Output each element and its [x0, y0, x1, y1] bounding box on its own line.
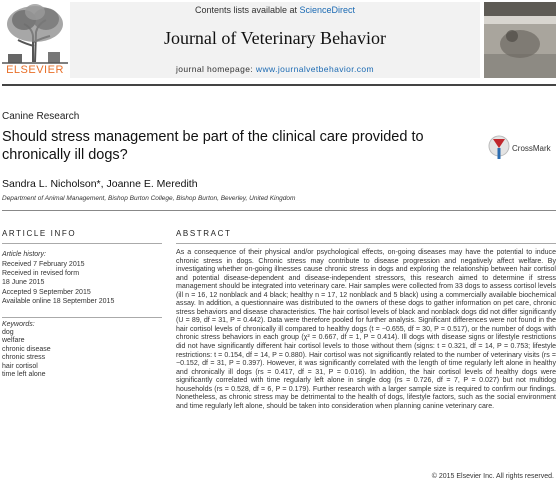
keywords-list	[2, 329, 162, 379]
copyright-notice: © 2015 Elsevier Inc. All rights reserved.	[431, 473, 554, 480]
keyword-item: welfare	[2, 337, 25, 345]
contents-line	[70, 5, 480, 15]
contents-prefix: Contents lists available at	[194, 5, 300, 15]
author-list[interactable]: Sandra L. Nicholson*, Joanne E. Meredith	[2, 178, 198, 190]
keyword-item: chronic disease	[2, 345, 51, 353]
journal-cover-thumbnail[interactable]	[484, 2, 556, 78]
abstract-heading: ABSTRACT	[176, 229, 232, 238]
history-item: 18 June 2015	[2, 279, 45, 287]
keyword-item: chronic stress	[2, 354, 46, 362]
article-info-heading: ARTICLE INFO	[2, 229, 77, 238]
history-item: Received in revised form	[2, 270, 80, 278]
keyword-item: hair cortisol	[2, 362, 38, 370]
keyword-item: dog	[2, 329, 14, 336]
header-divider	[2, 84, 556, 86]
article-info-divider	[2, 243, 162, 244]
keywords-heading: Keywords:	[2, 321, 35, 328]
article-section: Canine Research	[2, 111, 80, 122]
homepage-url-link[interactable]: www.journalvetbehavior.com	[255, 64, 375, 74]
sciencedirect-link[interactable]: ScienceDirect	[299, 5, 356, 15]
article-history-heading: Article history:	[2, 251, 46, 258]
homepage-prefix: journal homepage:	[175, 64, 256, 74]
abstract-divider	[176, 243, 556, 244]
article-history-list	[2, 260, 162, 306]
history-item: Available online 18 September 2015	[2, 297, 115, 305]
keywords-divider	[2, 317, 162, 318]
history-item: Received 7 February 2015	[2, 261, 85, 268]
journal-homepage-line	[70, 64, 480, 74]
crossmark-icon	[488, 135, 510, 161]
keyword-item: time left alone	[2, 371, 46, 379]
crossmark-label: CrossMark	[512, 144, 551, 153]
crossmark-badge[interactable]	[488, 135, 554, 165]
affiliation-divider	[2, 210, 556, 211]
history-item: Accepted 9 September 2015	[2, 288, 91, 296]
journal-title[interactable]: Journal of Veterinary Behavior	[163, 28, 387, 48]
article-title: Should stress management be part of the clinical care provided to chronically ill dogs?	[2, 129, 424, 163]
abstract-text: As a consequence of their physical and/or psychological effects, on-going diseases may have the potential to induce chronic stress in dogs. Chronic stress may contribute to disease progression and negatively affect welfare. By investigating whether on-going illnesses cause chronic stress in dogs and exploring the relationship between hair cortisol and potential disease-dependent and disease-independent stressors, this research aimed to determine if stress management should be integrated into veterinary care. Hair samples were collected from 33 dogs to assess cortisol levels (ill n = 16, 12 nonblack and 4 black; healthy n = 17, 12 nonblack and 5 black) using a commercially available biochemical assay. In addition, a questionnaire was distributed to the owners of these dogs to gather information on pet care, chronic stress behaviors and disease characteristics. The hair cortisol levels of black and nonblack dogs did not differ significantly (U = 89, df = 31, P = 0.442). Data were therefore pooled for further analysis. Significant differences were not found in the hair cortisol levels of chronically ill compared to healthy dogs (t = −0.655, df = 30, P = 0.517), or the number of dogs with chronic stress behaviors in each group (χ² = 0.667, df = 1, P = 0.414). Ill dogs with disease signs or lifestyle restrictions did not have significantly different hair cortisol levels to those without them (signs: t = 0.321, df = 14, P = 0.753; lifestyle restrictions: t = 0.154, df = 14, P = 0.880). Hair cortisol was not significantly related to the number of veterinary visits (rs = −0.152, df = 31, P = 0.397). However, it was significantly correlated with the length of time regularly left alone in healthy and chronically ill dogs (rs = 0.417, df = 31, P = 0.016). In addition, the hair cortisol levels of healthy dogs were significantly correlated with time regularly left alone in single dog (rs = 0.726, df = 7, P = 0.027) but not multidog households (rs = 0.528, df = 6, P = 0.179). Further research with a larger sample size is required to confirm our findings. Nonetheless, as chronic stress may be detrimental to the health of dogs, lifestyle factors, such as the social environment and time regularly left alone, should be taken into consideration when planning canine veterinary care.	[176, 249, 556, 410]
elsevier-wordmark[interactable]: ELSEVIER	[6, 64, 64, 76]
author-affiliation: Department of Animal Management, Bishop Burton College, Bishop Burton, Beverley, United Kingdom	[2, 195, 296, 202]
